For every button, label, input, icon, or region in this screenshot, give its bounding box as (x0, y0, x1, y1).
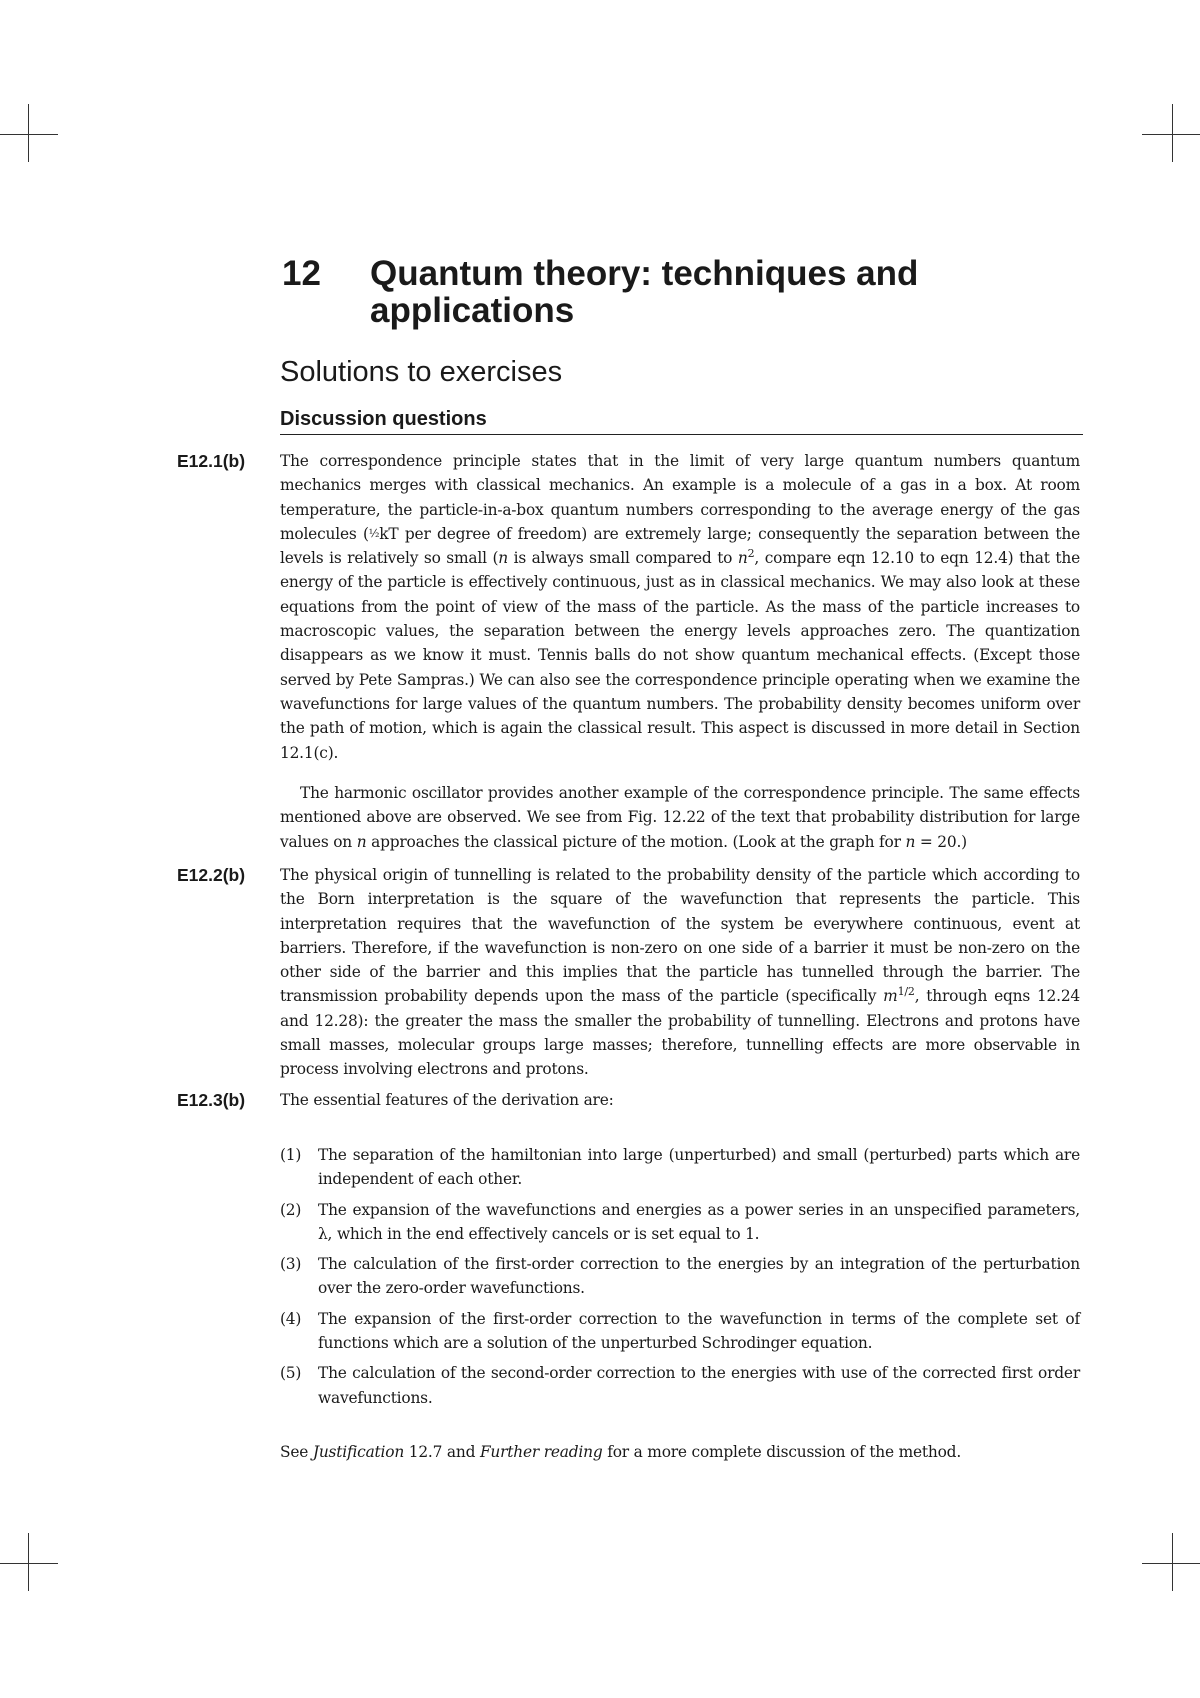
exercise-paragraph: The physical origin of tunnelling is related to the probability density of the particle which according to the Born interpretation is the square of the wavefunction that represents the particle. This interpretation requires that the wavefunction of the system be everywhere continuous, event at barriers. Therefore, if the wavefunction is non-zero on one side of a barrier it must be non-zero on the other side of the barrier and this implies that the particle has tunnelled through the barrier. The transmission probability depends upon the mass of the particle (specifically $m^{1/2}$, through eqns 12.24 and 12.28): the greater the mass the smaller the probability of tunnelling. Electrons and protons have small masses, molecular groups large masses; therefore, tunnelling effects are more observable in process involving electrons and protons. (280, 866, 1081, 1079)
list-item: (3) The calculation of the first-order correction to the energies by an integration of the perturbation over the zero-order wavefunctions. (280, 1255, 1080, 1298)
crop-mark (28, 104, 29, 162)
crop-mark (0, 1563, 58, 1564)
list-item: (4) The expansion of the first-order correction to the wavefunction in terms of the complete set of functions which are a solution of the unperturbed Schrodinger equation. (280, 1309, 1080, 1353)
exercise-intro: The essential features of the derivation are: (280, 1091, 614, 1109)
list-item: (5) The calculation of the second-order correction to the energies with use of the corrected first order wavefunctions. (280, 1364, 1080, 1407)
list-item: (1) The separation of the hamiltonian into large (unperturbed) and small (perturbed) parts which are independent of each other. (280, 1146, 1080, 1189)
exercise-paragraph: The harmonic oscillator provides another example of the correspondence principle. The same effects mentioned above are observed. We see from Fig. 12.22 of the text that probability distribution for large values on n approaches the classical picture of the motion. (Look at the graph for n = 20.) (280, 784, 1080, 851)
section-title: Solutions to exercises (280, 356, 563, 388)
list-item: (2) The expansion of the wavefunctions and energies as a power series in an unspecified parameters, λ, which in the end effectively cancels or is set equal to 1. (280, 1200, 1080, 1243)
chapter-number: 12 (282, 254, 321, 293)
heading-rule (280, 434, 1083, 435)
exercise-paragraph: The correspondence principle states that in the limit of very large quantum numbers quantum mechanics merges with classical mechanics. An example is a molecule of a gas in a box. At room temperature, the particle-in-a-box quantum numbers corresponding to the average energy of the gas molecules (½kT per degree of freedom) are extremely large; consequently the separation between the levels is relatively so small (n is always small compared to $n^2$, compare eqn 12.10 to eqn 12.4) that the energy of the particle is effectively continuous, just as in classical mechanics. We may also look at these equations from the point of view of the mass of the particle. As the mass of the particle increases to macroscopic values, the separation between the energy levels approaches zero. The quantization disappears as we know it must. Tennis balls do not show quantum mechanical effects. (Except those served by Pete Sampras.) We can also see the correspondence principle operating when we examine the wavefunctions for large values of the quantum numbers. The probability density becomes uniform over the path of motion, which is again the classical result. This aspect is discussed in more detail in Section 12.1(c). (280, 452, 1081, 762)
crop-mark (1172, 1533, 1173, 1591)
exercise-label: E12.2(b) (177, 865, 246, 885)
exercise-label: E12.1(b) (177, 451, 246, 471)
crop-mark (0, 134, 58, 135)
crop-mark (1172, 104, 1173, 162)
closing-line: See Justification 12.7 and Further reading for a more complete discussion of the method. (280, 1443, 962, 1461)
subsection-title: Discussion questions (280, 408, 487, 430)
derivation-list (280, 1143, 1080, 1416)
crop-mark (28, 1533, 29, 1591)
chapter-title: Quantum theory: techniques and applications (370, 254, 919, 330)
exercise-label: E12.3(b) (177, 1090, 246, 1110)
crop-mark (1142, 134, 1200, 135)
crop-mark (1142, 1563, 1200, 1564)
